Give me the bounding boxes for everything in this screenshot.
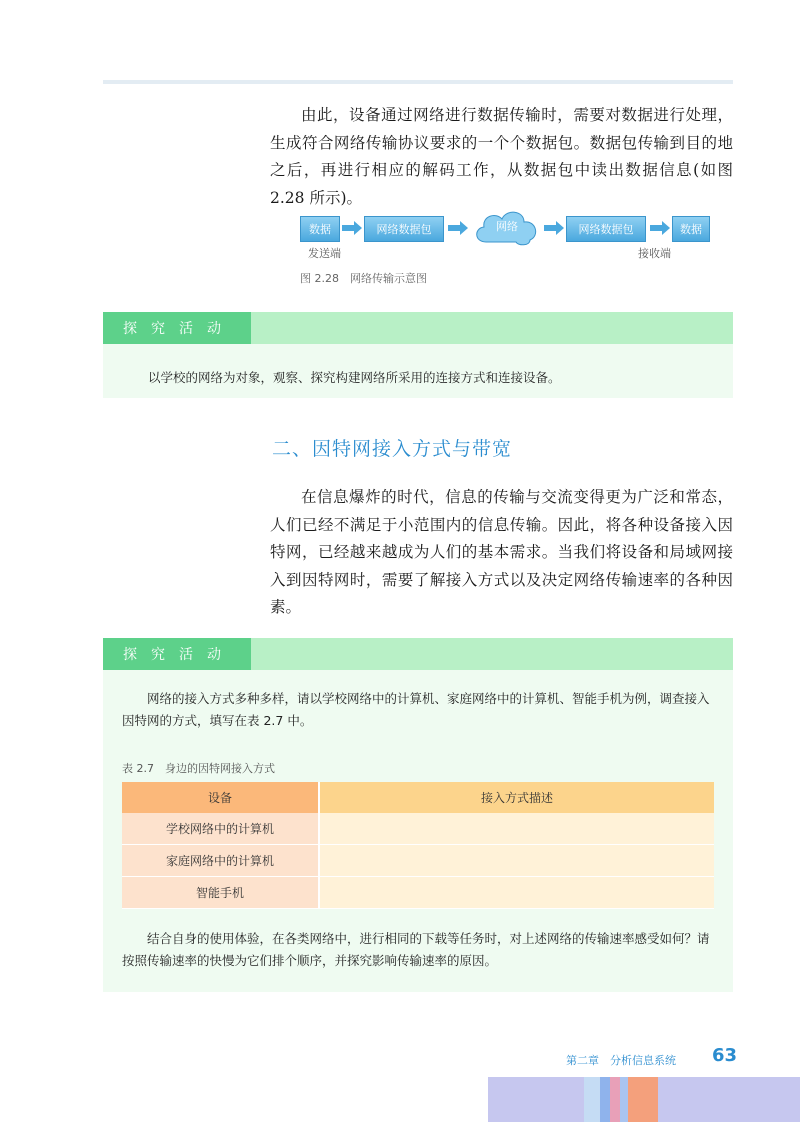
- activity-tab-label: 探究活动: [103, 312, 251, 344]
- table-cell-device: 学校网络中的计算机: [122, 813, 319, 845]
- footer-color-bands: [488, 1077, 800, 1122]
- activity-2-intro: 网络的接入方式多种多样，请以学校网络中的计算机、家庭网络中的计算机、智能手机为例，调查接入因特网的方式，填写在表 2.7 中。: [122, 691, 710, 728]
- table-cell-description[interactable]: [319, 877, 714, 909]
- activity-1-text: 以学校的网络为对象，观察、探究构建网络所采用的连接方式和连接设备。: [148, 370, 561, 385]
- activity-header: [103, 312, 733, 344]
- table-cell-device: 家庭网络中的计算机: [122, 845, 319, 877]
- flow-arrow-icon: [448, 221, 468, 235]
- table-row: [122, 877, 714, 909]
- figure-caption: 图 2.28 网络传输示意图: [300, 272, 427, 285]
- page-number: 63: [712, 1045, 738, 1066]
- table-header-description: 接入方式描述: [319, 782, 714, 813]
- activity-header: [103, 638, 733, 670]
- table-row: [122, 845, 714, 877]
- table-row: [122, 813, 714, 845]
- flow-box-packet-send: 网络数据包: [364, 216, 444, 242]
- intro-paragraph: 由此，设备通过网络进行数据传输时，需要对数据进行处理，生成符合网络传输协议要求的一个个数据包。数据包传输到目的地之后，再进行相应的解码工作，从数据包中读出数据信息(如图 2.28 所示)。: [270, 106, 733, 207]
- network-transmission-diagram: [300, 212, 710, 262]
- flow-box-data-source: 数据: [300, 216, 340, 242]
- table-header-device: 设备: [122, 782, 319, 813]
- table-cell-device: 智能手机: [122, 877, 319, 909]
- flow-arrow-icon: [342, 221, 362, 235]
- table-cell-description[interactable]: [319, 813, 714, 845]
- activity-tab-label: 探究活动: [103, 638, 251, 670]
- table-caption: 表 2.7 身边的因特网接入方式: [122, 762, 275, 775]
- flow-cloud-label: 网络: [496, 220, 518, 233]
- sender-label: 发送端: [308, 247, 341, 260]
- receiver-label: 接收端: [638, 247, 671, 260]
- footer-chapter: 第二章 分析信息系统: [566, 1054, 676, 1067]
- body-paragraph: 在信息爆炸的时代，信息的传输与交流变得更为广泛和常态，人们已经不满足于小范围内的信息传输。因此，将各种设备接入因特网，已经越来越成为人们的基本需求。当我们将设备和局域网接入到因特网时，需要了解接入方式以及决定网络传输速率的各种因素。: [270, 488, 733, 616]
- flow-arrow-icon: [650, 221, 670, 235]
- flow-arrow-icon: [544, 221, 564, 235]
- activity-2-closing: 结合自身的使用体验，在各类网络中，进行相同的下载等任务时，对上述网络的传输速率感受如何？请按照传输速率的快慢为它们排个顺序，并探究影响传输速率的原因。: [122, 931, 710, 968]
- table-cell-description[interactable]: [319, 845, 714, 877]
- flow-box-packet-receive: 网络数据包: [566, 216, 646, 242]
- section-title: 二、因特网接入方式与带宽: [272, 438, 513, 460]
- flow-box-data-dest: 数据: [672, 216, 710, 242]
- top-rule: [103, 80, 733, 84]
- internet-access-table: [122, 782, 714, 909]
- table-header-row: [122, 782, 714, 813]
